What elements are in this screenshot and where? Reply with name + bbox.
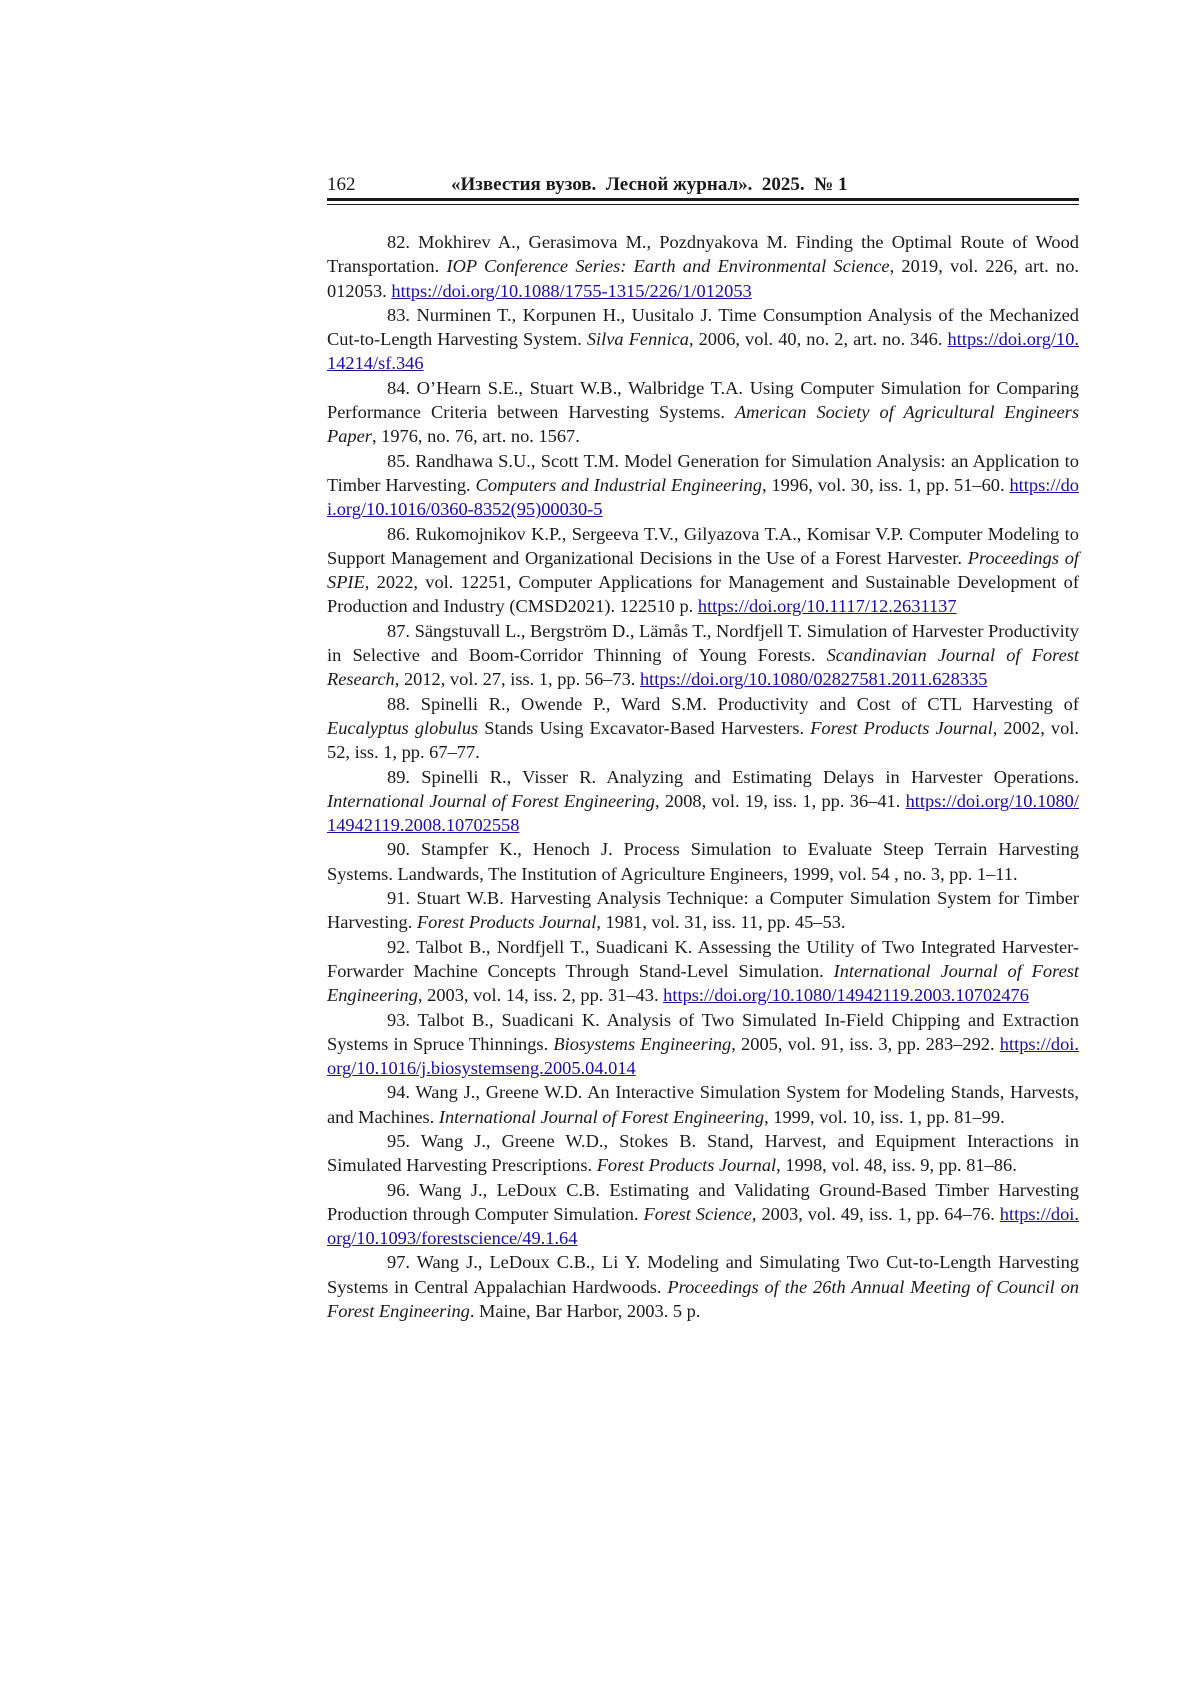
doi-link[interactable]: https://doi.org/10.1093/forestscience/49.1.64	[327, 1203, 1079, 1249]
reference-item	[327, 619, 1079, 692]
doi-link[interactable]: https://doi.org/10.1080/02827581.2011.628335	[639, 669, 988, 690]
reference-item	[327, 522, 1079, 619]
ref-details: , 2003, vol. 49, iss. 1, pp. 64–76.	[751, 1203, 1000, 1224]
ref-text: 85. Randhawa S.U., Scott T.M. Model Generation for Simulation Analysis: an Application to Timber Harvesting.	[327, 450, 1079, 495]
ref-text: 87. Sängstuvall L., Bergström D., Lämås T., Nordfjell T. Simulation of Harvester Productivity in Selective and Boom-Corridor Thinning of Young Forests.	[327, 620, 1079, 666]
doi-link[interactable]: https://doi.org/10.1088/1755-1315/226/1/012053	[391, 280, 752, 301]
reference-list	[327, 230, 1079, 1323]
ref-journal: Forest Products Journal	[416, 912, 597, 933]
doi-link[interactable]: https://doi.org/10.14214/sf.346	[327, 329, 1080, 374]
ref-details: , 1981, vol. 31, iss. 11, pp. 45–53.	[596, 912, 846, 933]
reference-item	[327, 935, 1079, 1008]
reference-item	[327, 837, 1079, 886]
ref-text: 89. Spinelli R., Visser R. Analyzing and Estimating Delays in Harvester Operations.	[387, 766, 1079, 787]
reference-item	[327, 765, 1079, 838]
journal-title: «Известия вузов. Лесной журнал». 2025. № 1	[451, 174, 848, 195]
ref-details: , 1996, vol. 30, iss. 1, pp. 51–60.	[761, 474, 1010, 495]
header-rule-thin	[327, 204, 1079, 205]
ref-journal: Computers and Industrial Engineering	[475, 474, 762, 495]
ref-details: , 2019, vol. 226, art. no. 012053.	[327, 256, 1080, 301]
ref-text: 83. Nurminen T., Korpunen H., Uusitalo J. Time Consumption Analysis of the Mechanized Cut-to-Length Harvesting System.	[327, 304, 1079, 350]
doi-link[interactable]: https://doi.org/10.1117/12.2631137	[697, 596, 957, 617]
ref-text: 93. Talbot B., Suadicani K. Analysis of Two Simulated In-Field Chipping and Extraction Systems in Spruce Thinnings.	[327, 1009, 1079, 1054]
ref-journal: Forest Products Journal	[810, 717, 993, 738]
ref-details: , 1998, vol. 48, iss. 9, pp. 81–86.	[776, 1155, 1017, 1176]
reference-item	[327, 303, 1079, 376]
ref-text: 96. Wang J., LeDoux C.B. Estimating and Validating Ground-Based Timber Harvesting Production through Computer Simulation.	[327, 1179, 1079, 1224]
ref-text: 88. Spinelli R., Owende P., Ward S.M. Productivity and Cost of CTL Harvesting of	[387, 693, 1079, 714]
page-number: 162	[327, 174, 356, 195]
reference-item	[327, 1008, 1079, 1081]
reference-item	[327, 692, 1079, 765]
ref-text: 94. Wang J., Greene W.D. An Interactive Simulation System for Modeling Stands, Harvests, and Machines.	[327, 1082, 1079, 1127]
ref-details: , 2005, vol. 91, iss. 3, pp. 283–292.	[731, 1033, 1000, 1054]
ref-details: , 2008, vol. 19, iss. 1, pp. 36–41.	[654, 790, 906, 811]
reference-item	[327, 1178, 1079, 1251]
ref-details: , 2003, vol. 14, iss. 2, pp. 31–43.	[417, 985, 664, 1006]
ref-details: , 2022, vol. 12251, Computer Applications for Management and Sustainable Development of Production and Industry (CMSD2021). 122510 p.	[327, 572, 1079, 617]
ref-details: Stands Using Excavator-Based Harvesters.	[478, 717, 811, 738]
header-rule-thick	[327, 198, 1079, 201]
reference-item	[327, 376, 1079, 449]
ref-text: 91. Stuart W.B. Harvesting Analysis Technique: a Computer Simulation System for Timber Harvesting.	[327, 888, 1079, 933]
ref-details: . Maine, Bar Harbor, 2003. 5 p.	[469, 1301, 701, 1322]
reference-item	[327, 230, 1079, 303]
ref-journal: International Journal of Forest Engineering	[327, 790, 655, 811]
ref-journal: IOP Conference Series: Earth and Environmental Science	[446, 256, 890, 277]
ref-journal: Forest Products Journal	[596, 1155, 777, 1176]
reference-item	[327, 1250, 1079, 1323]
ref-details: , 1999, vol. 10, iss. 1, pp. 81–99.	[764, 1106, 1005, 1127]
ref-text: 84. O’Hearn S.E., Stuart W.B., Walbridge T.A. Using Computer Simulation for Comparing Performance Criteria between Harvesting Systems.	[327, 377, 1079, 423]
ref-journal: Scandinavian Journal of Forest Research	[327, 645, 1080, 690]
ref-journal: American Society of Agricultural Engineers Paper	[327, 402, 1079, 447]
reference-item	[327, 1080, 1079, 1129]
ref-journal: Silva Fennica	[586, 329, 689, 350]
doi-link[interactable]: https://doi.org/10.1080/14942119.2003.10702476	[663, 985, 1029, 1006]
ref-text: 92. Talbot B., Nordfjell T., Suadicani K. Assessing the Utility of Two Integrated Harvester-Forwarder Machine Concepts Through Stand-Level Simulation.	[327, 936, 1079, 981]
ref-text: 82. Mokhirev A., Gerasimova M., Pozdnyakova M. Finding the Optimal Route of Wood Transportation.	[327, 232, 1079, 277]
ref-journal: Biosystems Engineering	[553, 1033, 732, 1054]
ref-details: , 2006, vol. 40, no. 2, art. no. 346.	[688, 329, 948, 350]
doi-link[interactable]: https://doi.org/10.1080/14942119.2008.10702558	[327, 790, 1079, 836]
doi-link[interactable]: https://doi.org/10.1016/0360-8352(95)00030-5	[327, 474, 1079, 520]
ref-details: , 1976, no. 76, art. no. 1567.	[371, 426, 580, 447]
reference-item	[327, 1129, 1079, 1178]
ref-journal: Proceedings of the 26th Annual Meeting of Council on Forest Engineering	[327, 1276, 1080, 1322]
ref-journal: International Journal of Forest Engineering	[327, 960, 1079, 1006]
ref-details: , 2012, vol. 27, iss. 1, pp. 56–73.	[394, 669, 640, 690]
doi-link[interactable]: https://doi.org/10.1016/j.biosystemseng.2005.04.014	[327, 1033, 1079, 1079]
ref-text: 97. Wang J., LeDoux C.B., Li Y. Modeling and Simulating Two Cut-to-Length Harvesting Systems in Central Appalachian Hardwoods.	[327, 1252, 1079, 1297]
reference-item	[327, 886, 1079, 935]
ref-species: Eucalyptus globulus	[327, 717, 479, 738]
ref-text: 95. Wang J., Greene W.D., Stokes B. Stand, Harvest, and Equipment Interactions in Simulated Harvesting Prescriptions.	[327, 1130, 1079, 1176]
ref-journal: International Journal of Forest Engineering	[438, 1106, 765, 1127]
ref-text: 86. Rukomojnikov K.P., Sergeeva T.V., Gilyazova T.A., Komisar V.P. Computer Modeling to Support Management and Organizational Decisions in the Use of a Forest Harvester.	[327, 523, 1079, 568]
ref-details: , 2002, vol. 52, iss. 1, pp. 67–77.	[327, 717, 1079, 763]
ref-journal: Forest Science	[643, 1203, 752, 1224]
ref-text: 90. Stampfer K., Henoch J. Process Simulation to Evaluate Steep Terrain Harvesting Systems. Landwards, The Institution of Agriculture Engineers, 1999, vol. 54 , no. 3, pp. 1–11.	[327, 839, 1079, 884]
ref-journal: Proceedings of SPIE	[327, 547, 1079, 593]
reference-item	[327, 449, 1079, 522]
